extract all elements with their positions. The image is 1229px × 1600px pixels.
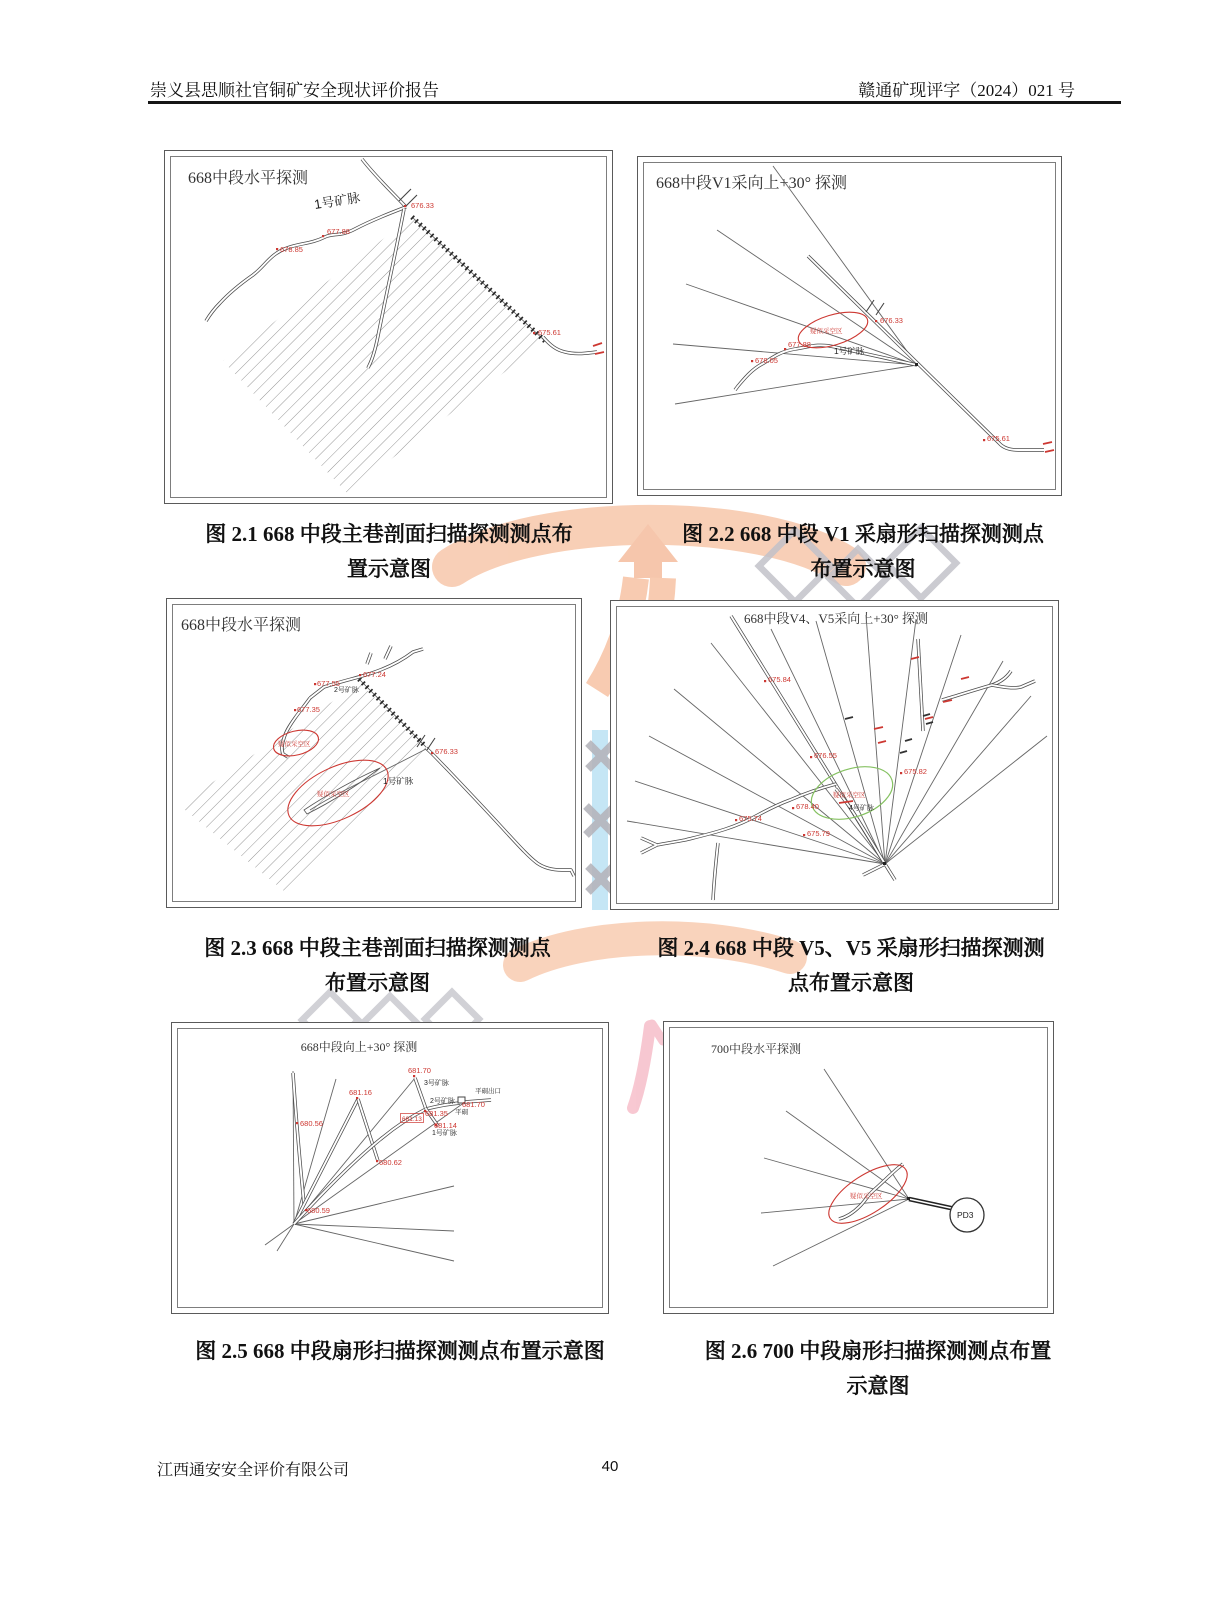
adit-label: 平硐	[455, 1109, 468, 1116]
elevation-label: 675.79	[807, 829, 830, 838]
elevation-label: 681.14	[434, 1121, 457, 1130]
elevation-label: 680.56	[300, 1119, 323, 1128]
elevation-label: 680.59	[307, 1206, 330, 1215]
survey-point-dots	[751, 320, 985, 441]
elevation-label: 675.61	[538, 328, 561, 337]
vein-label: 2号矿脉	[430, 1098, 455, 1105]
caption-line: 布置示意图	[325, 971, 430, 995]
caption-line: 图 2.5 668 中段扇形扫描探测测点布置示意图	[195, 1339, 605, 1363]
figure-title: 668中段向上+30° 探测	[300, 1040, 418, 1054]
header-doc-number: 赣通矿现评字（2024）021 号	[858, 81, 1075, 100]
elevation-label: 676.33	[435, 747, 458, 756]
watermark-pink-stroke	[633, 1024, 663, 1108]
scan-fan-rays	[761, 1069, 909, 1266]
elevation-label: 681.70	[462, 1100, 485, 1109]
footer-page-number: 40	[601, 1458, 619, 1475]
figure-caption-2-2	[626, 517, 1100, 587]
caption-line: 图 2.3 668 中段主巷剖面扫描探测测点	[204, 936, 551, 960]
header-report-title: 崇义县思顺社官铜矿安全现状评价报告	[150, 81, 439, 100]
vein-label: 1号矿脉	[834, 346, 865, 356]
tunnel-lines	[641, 616, 1035, 900]
elevation-label: 677.35	[297, 705, 320, 714]
elevation-label: 678.40	[796, 802, 819, 811]
tunnel-lines	[735, 256, 1044, 450]
tiny-black-marks	[845, 714, 933, 753]
figure-title: 668中段水平探测	[181, 617, 302, 634]
figure-panel-2-1	[164, 150, 613, 504]
goaf-zone-label: 疑似采空区	[317, 791, 350, 798]
elevation-label: 677.24	[363, 670, 386, 679]
goaf-zone-label: 疑似采空区	[850, 1193, 883, 1200]
figure-drawing-2-2	[638, 157, 1061, 495]
figure-caption-2-1	[150, 517, 628, 587]
figure-caption-2-4	[612, 931, 1090, 1001]
elevation-label: 676.33	[880, 316, 903, 325]
caption-line: 图 2.1 668 中段主巷剖面扫描探测测点布	[205, 522, 573, 546]
tiny-red-marks	[839, 801, 853, 803]
caption-line: 图 2.6 700 中段扇形扫描探测测点布置	[704, 1339, 1052, 1363]
tiny-red-marks	[1043, 442, 1054, 452]
figure-panel-2-3	[166, 598, 582, 908]
elevation-label: 678.85	[280, 245, 303, 254]
vein-label: 1号矿脉	[432, 1130, 457, 1137]
caption-line: 点布置示意图	[788, 971, 914, 995]
figure-panel-2-2	[637, 156, 1062, 496]
elevation-label: 675.74	[739, 814, 762, 823]
figure-drawing-2-5	[172, 1023, 608, 1313]
figure-caption-2-6	[648, 1334, 1108, 1404]
caption-line: 示意图	[846, 1374, 910, 1398]
figure-panel-2-6	[663, 1021, 1054, 1314]
figure-title: 668中段V4、V5采向上+30° 探测	[743, 611, 929, 626]
elevation-label: 680.62	[379, 1158, 402, 1167]
caption-line: 布置示意图	[810, 557, 916, 581]
elevation-label: 677.55	[317, 679, 340, 688]
elevation-label: 681.16	[349, 1088, 372, 1097]
elevation-label: 681.13	[402, 1116, 422, 1123]
elevation-label: 681.70	[408, 1066, 431, 1075]
stope-hatch-area	[179, 683, 426, 891]
vein-label: 1号矿脉	[313, 189, 362, 212]
vein-label: 4号矿脉	[849, 805, 874, 812]
caption-line: 图 2.2 668 中段 V1 采扇形扫描探测测点	[682, 522, 1044, 546]
survey-point-dot	[907, 1197, 910, 1200]
scan-fan-rays	[627, 615, 1047, 864]
figure-drawing-2-4	[611, 601, 1058, 909]
figure-panel-2-4	[610, 600, 1059, 910]
caption-line: 置示意图	[347, 557, 431, 581]
goaf-zone-label: 疑似采空区	[810, 328, 843, 335]
shaft-label: PD3	[957, 1210, 974, 1220]
vein-label: 1号矿脉	[383, 776, 414, 786]
figure-drawing-2-1	[165, 151, 612, 503]
footer-company-name: 江西通安安全评价有限公司	[157, 1462, 350, 1479]
elevation-label: 677.88	[788, 340, 811, 349]
figure-caption-2-5	[145, 1334, 655, 1369]
elevation-label: 676.33	[411, 201, 434, 210]
vein-label: 2号矿脉	[334, 687, 359, 694]
elevation-label: 678.05	[755, 356, 778, 365]
caption-line: 图 2.4 668 中段 V5、V5 采扇形扫描探测测	[657, 936, 1045, 960]
adit-exit-label: 平硐出口	[475, 1088, 501, 1095]
vein-label: 3号矿脉	[424, 1080, 449, 1087]
figure-title: 668中段水平探测	[188, 170, 309, 187]
elevation-label: 675.61	[987, 434, 1010, 443]
elevation-label: 676.55	[814, 751, 837, 760]
figure-title: 700中段水平探测	[711, 1042, 802, 1056]
figure-drawing-2-6	[664, 1022, 1053, 1313]
goaf-zone-label: 疑似采空区	[278, 741, 311, 748]
elevation-label: 681.35	[425, 1109, 448, 1118]
figure-caption-2-3	[150, 931, 605, 1001]
figure-panel-2-5	[171, 1022, 609, 1314]
figure-drawing-2-3	[167, 599, 581, 907]
elevation-label: 675.82	[904, 767, 927, 776]
elevation-label: 677.88	[327, 227, 350, 236]
scan-fan-rays	[673, 166, 917, 404]
figure-title: 668中段V1采向上+30° 探测	[656, 175, 847, 192]
goaf-zone-label: 疑似采空区	[833, 792, 866, 799]
tunnel-lines	[293, 1073, 491, 1224]
elevation-label: 675.84	[768, 675, 791, 684]
